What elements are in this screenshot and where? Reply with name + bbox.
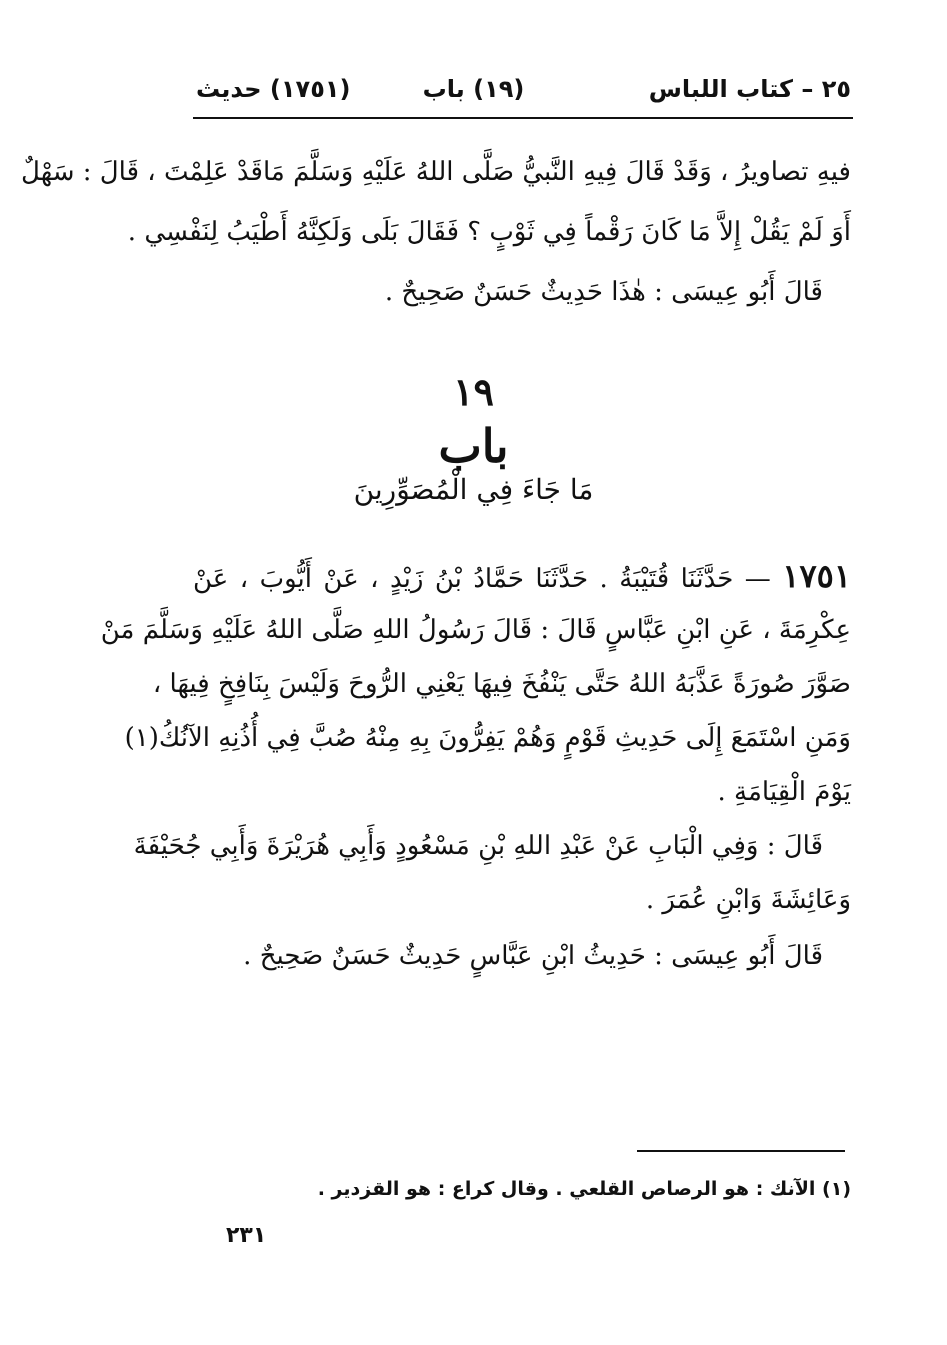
hadith-line-1: [193, 556, 851, 596]
chapter-heading: باب: [438, 419, 509, 473]
chapter-title: مَا جَاءَ فِي الْمُصَوِّرِينَ: [353, 473, 594, 506]
hadith-line-3: صَوَّرَ صُورَةً عَذَّبَهُ اللهُ حَتَّى يَنْفُخَ فِيهَا يَعْنِي الرُّوحَ وَلَيْسَ بِنَافِخٍ فِيهَا ،: [152, 669, 851, 699]
continuation-grading: قَالَ أَبُو عِيسَى : هٰذَا حَدِيثٌ حَسَنٌ صَحِيحٌ .: [384, 277, 823, 307]
running-header-hadith: (١٧٥١) حديث: [196, 75, 351, 103]
footnote: (١) الآنك : هو الرصاص القلعي . وقال كراع : هو القزدير .: [317, 1178, 851, 1200]
continuation-line-2: أَوَ لَمْ يَقُلْ إِلاَّ مَا كَانَ رَقْماً فِي ثَوْبٍ ؟ فَقَالَ بَلَى وَلَكِنَّهُ أَطْيَبُ لِنَفْسِي .: [127, 217, 851, 247]
header-rule: [193, 117, 853, 119]
chapter-note-line-2: وَعَائِشَةَ وَابْنِ عُمَرَ .: [645, 885, 851, 915]
hadith-line-5: يَوْمَ الْقِيَامَةِ .: [717, 777, 851, 807]
page-number: ٢٣١: [226, 1223, 267, 1248]
continuation-line-1: فيهِ تصاويرُ ، وَقَدْ قَالَ فِيهِ النَّبيُّ صَلَّى اللهُ عَلَيْهِ وَسَلَّمَ مَاقَدْ عَلِمْتَ ، قَالَ : سَهْلٌ: [21, 157, 851, 187]
hadith-line-2: عِكْرِمَةَ ، عَنِ ابْنِ عَبَّاسٍ قَالَ : قَالَ رَسُولُ اللهِ صَلَّى اللهُ عَلَيْهِ وَسَلَّمَ مَنْ: [100, 615, 851, 645]
hadith-grading: قَالَ أَبُو عِيسَى : حَدِيثُ ابْنِ عَبَّاسٍ حَدِيثٌ حَسَنٌ صَحِيحٌ .: [243, 941, 823, 971]
hadith-line-4: وَمَنِ اسْتَمَعَ إِلَى حَدِيثِ قَوْمٍ وَهُمْ يَفِرُّونَ بِهِ مِنْهُ صُبَّ فِي أُذُنِهِ الآنُكُ(١): [124, 723, 851, 753]
chapter-note-line-1: قَالَ : وَفِي الْبَابِ عَنْ عَبْدِ اللهِ بْنِ مَسْعُودٍ وَأَبِي هُرَيْرَةَ وَأَبِي جُحَيْفَةَ: [133, 831, 823, 861]
chapter-number: ١٩: [453, 369, 494, 414]
footnote-rule: [637, 1150, 845, 1152]
running-header-chapter: (١٩) باب: [422, 75, 525, 103]
running-header-book: ٢٥ – كتاب اللباس: [648, 75, 851, 103]
hadith-number: ١٧٥١: [782, 557, 851, 595]
hadith-line-1-text: — حَدَّثَنَا قُتَيْبَةُ . حَدَّثَنَا حَمَّادُ بْنُ زَيْدٍ ، عَنْ أَيُّوبَ ، عَنْ: [193, 564, 771, 594]
